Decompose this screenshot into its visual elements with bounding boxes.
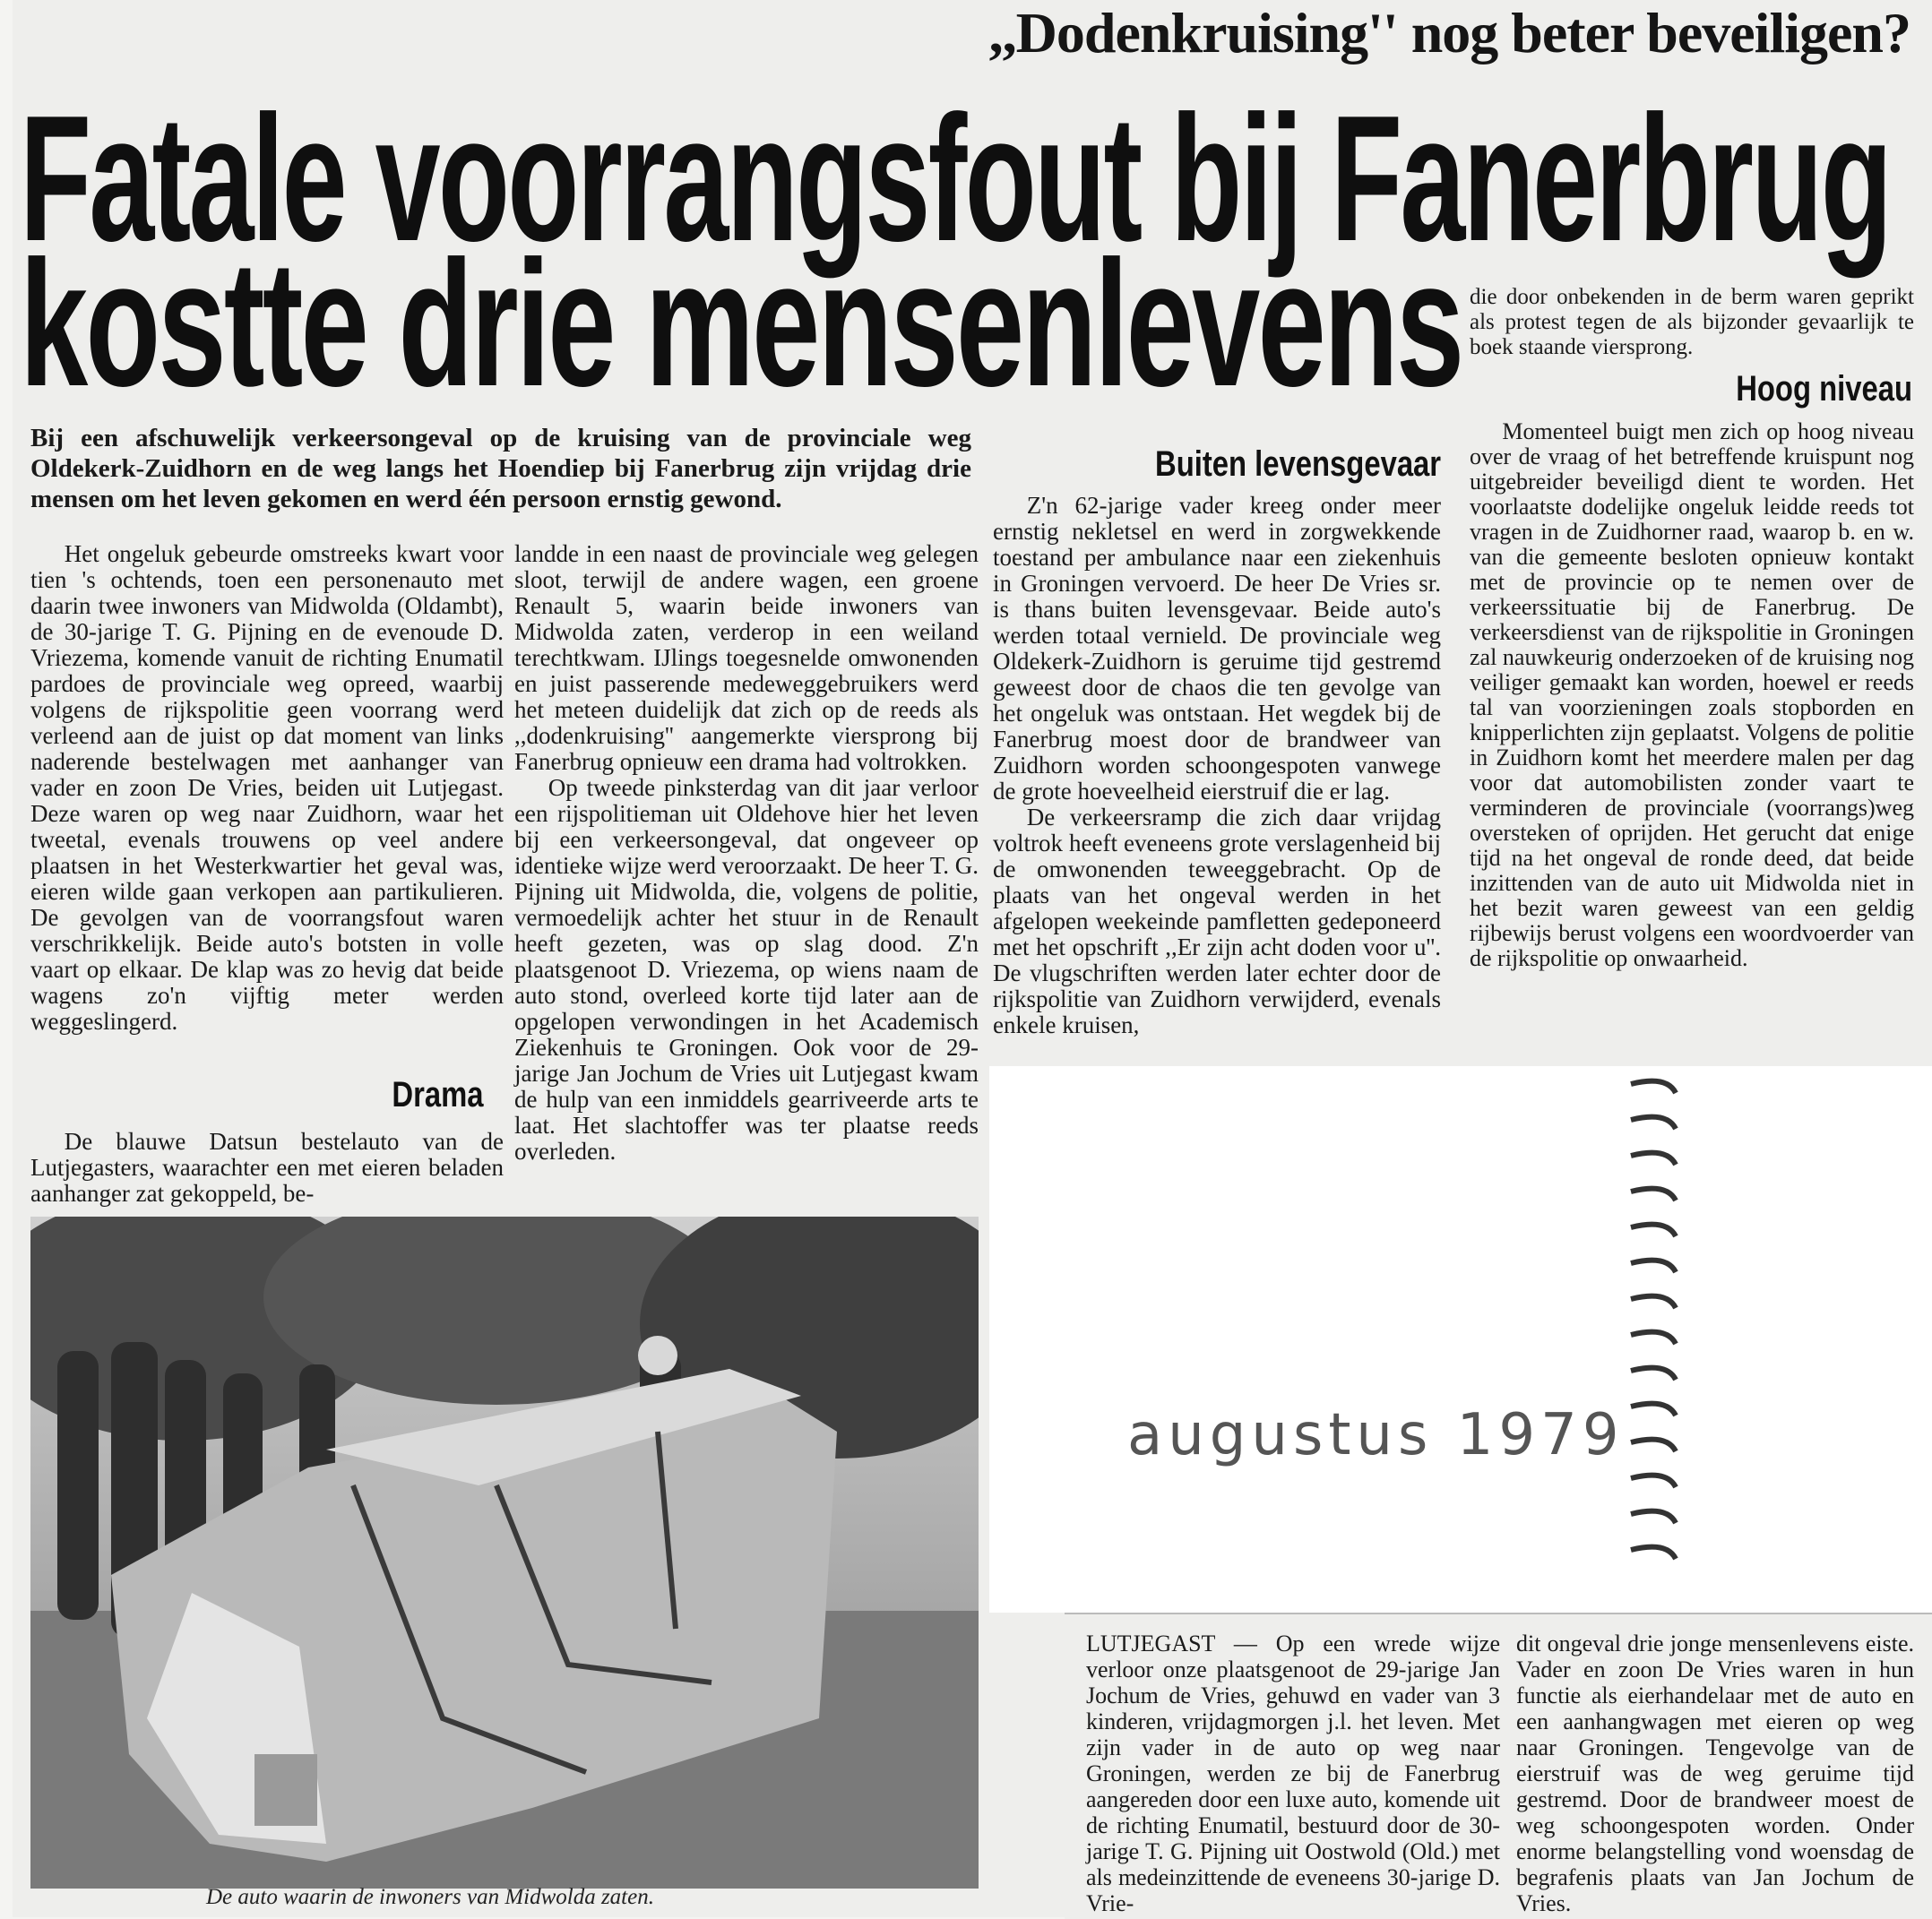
column-3-paragraph-2: De verkeersramp die zich daar vrijdag voltrok heeft eveneens grote verslagenheid bij de omwonenden teweeggebracht. Op de plaats van het ongeval werden in het afgelopen weekeinde pamfletten gedeponeerd met het opschrift ,,Er zijn acht doden voor u''. De vlugschriften werden later echter door de rijkspolitie van Zuidhorn verwijderd, evenals enkele kruisen, <box>993 804 1441 1038</box>
handwritten-date: augustus 1979 <box>1127 1402 1625 1468</box>
subhead-drama: Drama <box>392 1075 484 1114</box>
column-4 <box>1470 419 1914 971</box>
column-3-paragraph-1: Z'n 62-jarige vader kreeg onder meer ernstig nekletsel en werd in zorgwekkende toestand per ambulance naar een ziekenhuis in Groningen vervoerd. De heer De Vries sr. is thans buiten levensgevaar. Beide auto's werden totaal vernield. De provinciale weg Oldekerk-Zuidhorn is geruime tijd gestremd geweest door de chaos die ten gevolge van het ongeluk was ontstaan. Het wegdek bij de Fanerbrug moest door de brandweer van Zuidhorn worden schoongespoten vanwege de grote hoeveelheid eierstruif die er lag. <box>993 492 1441 805</box>
subhead-buiten-levensgevaar: Buiten levensgevaar <box>1154 444 1441 484</box>
lead-paragraph: Bij een afschuwelijk verkeersongeval op de kruising van de provinciale weg Oldekerk-Zuidhorn en de weg langs het Hoendiep bij Fanerbrug zijn vrijdag drie mensen om het leven gekomen en werd één persoon ernstig gewond. <box>30 424 971 513</box>
second-clipping <box>1065 1613 1932 1919</box>
second-clipping-column-1: LUTJEGAST — Op een wrede wijze verloor onze plaatsgenoot de 29-jarige Jan Jochum de Vries, gehuwd en vader van 3 kinderen, vrijdagmorgen j.l. het leven. Met zijn vader in de auto op weg naar Groningen, werden ze bij de Fanerbrug aangereden door een luxe auto, komende uit de richting Enumatil, bestuurd door de 30-jarige T. G. Pijning uit Oostwold (Old.) met als medeinzittende de eveneens 30-jarige D. Vrie- <box>1086 1631 1500 1916</box>
kicker-headline: ,,Dodenkruising'' nog beter beveiligen? <box>988 1 1910 65</box>
column-4-top <box>1470 285 1914 360</box>
column-2 <box>514 541 979 1165</box>
column-2-paragraph-1: landde in een naast de provinciale weg gelegen sloot, terwijl de andere wagen, een groene Renault 5, waarin beide inwoners van Midwolda zaten, verderop in een weiland terechtkwam. IJlings toegesnelde omwonenden en juist passerende medeweggebruikers werd het meteen duidelijk dat zich op de reeds als ,,dodenkruising'' aangemerkte viersprong bij Fanerbrug opnieuw een drama had voltrokken. <box>514 540 979 775</box>
column-1-paragraph-2: De blauwe Datsun bestelauto van de Lutjegasters, waarachter een met eieren beladen aanhanger zat gekoppeld, be- <box>30 1128 504 1207</box>
headline-line-2: kostte drie mensenlevens <box>20 224 1462 424</box>
second-clipping-column-2: dit ongeval drie jonge mensenlevens eiste. Vader en zoon De Vries waren in hun functie als eierhandelaar met de auto en een aanhangwagen met eieren op weg naar Groningen. Tengevolge van de eierstruif was de weg geruime tijd gestremd. Door de brandweer moest de weg schoongespoten worden. Onder enorme belangstelling vond woensdag de begrafenis plaats van Jan Jochum de Vries. <box>1516 1631 1914 1916</box>
column-4-paragraph-0: die door onbekenden in de berm waren geprikt als protest tegen de als bijzonder gevaarlijk te boek staande viersprong. <box>1470 285 1914 359</box>
crash-photo-illustration <box>30 1217 979 1889</box>
headline-line-1: Fatale voorrangsfout bij Fanerbrug <box>20 79 1891 279</box>
column-2-paragraph-2: Op tweede pinksterdag van dit jaar verloor een rijspolitieman uit Oldehove hier het leven bij een verkeersongeval, dat ongeveer op identieke wijze werd veroorzaakt. De heer T. G. Pijning uit Midwolda, die, volgens de politie, vermoedelijk achter het stuur in de Renault heeft gezeten, was op slag dood. Z'n plaatsgenoot D. Vriezema, op wiens naam de auto stond, overleed korte tijd later aan de opgelopen verwondingen in het Academisch Ziekenhuis te Groningen. Ook voor de 29-jarige Jan Jochum de Vries uit Lutjegast kwam de hulp van een inmiddels gearriveerde arts te laat. Het slachtoffer was ter plaatse reeds overleden. <box>514 774 979 1165</box>
column-4-paragraph-1: Momenteel buigt men zich op hoog niveau over de vraag of het betreffende kruispunt nog uitgebreider beveiligd dient te worden. Het voorlaatste dodelijke ongeluk leidde reeds tot vragen in de Zuidhorner raad, waarop b. en w. van die gemeente besloten opnieuw kontakt met de provincie op te nemen over de verkeerssituatie bij de Fanerbrug. De verkeersdienst van de rijkspolitie in Groningen zal nauwkeurig onderzoeken of de kruising nog veiliger gemaakt kan worden, hoewel er reeds tal van voorzieningen zoals stopborden en knipperlichten zijn geplaatst. Volgens de politie in Zuidhorn komt het meerdere malen per dag voor dat automobilisten zonder vaart te verminderen de provinciale (voorrangs)weg oversteken of oprijden. Het gerucht dat enige tijd na het ongeval de ronde deed, dat beide inzittenden van de auto uit Midwolda niet in het bezit waren geweest van een geldig rijbewijs berust volgens een woordvoerder van de rijkspolitie op onwaarheid. <box>1470 418 1914 971</box>
notebook-spiral <box>1622 1066 1694 1568</box>
photo-caption: De auto waarin de inwoners van Midwolda zaten. <box>206 1885 654 1909</box>
column-1-paragraph-1: Het ongeluk gebeurde omstreeks kwart voor tien 's ochtends, toen een personenauto met daarin twee inwoners van Midwolda (Oldambt), de 30-jarige T. G. Pijning en de evenoude D. Vriezema, komende vanuit de richting Enumatil pardoes de provinciale weg opreed, waarbij volgens de rijkspolitie geen voorrang werd verleend aan de juist op dat moment van links naderende bestelwagen met aanhanger van vader en zoon De Vries, beiden uit Lutjegast. Deze waren op weg naar Zuidhorn, waar het tweetal, evenals trouwens op veel andere plaatsen in het Westerkwartier het geval was, eieren wilde gaan verkopen aan partikulieren. De gevolgen van de voorrangsfout waren verschrikkelijk. Beide auto's botsten in volle vaart op elkaar. De klap was zo hevig dat beide wagens zo'n vijftig meter werden weggeslingerd. <box>30 540 504 1035</box>
blank-page-area <box>989 1066 1932 1613</box>
column-1b <box>30 1129 504 1207</box>
column-1 <box>30 541 504 1035</box>
subhead-hoog-niveau: Hoog niveau <box>1736 369 1912 409</box>
column-3 <box>993 493 1441 1038</box>
crash-photo <box>30 1217 979 1889</box>
